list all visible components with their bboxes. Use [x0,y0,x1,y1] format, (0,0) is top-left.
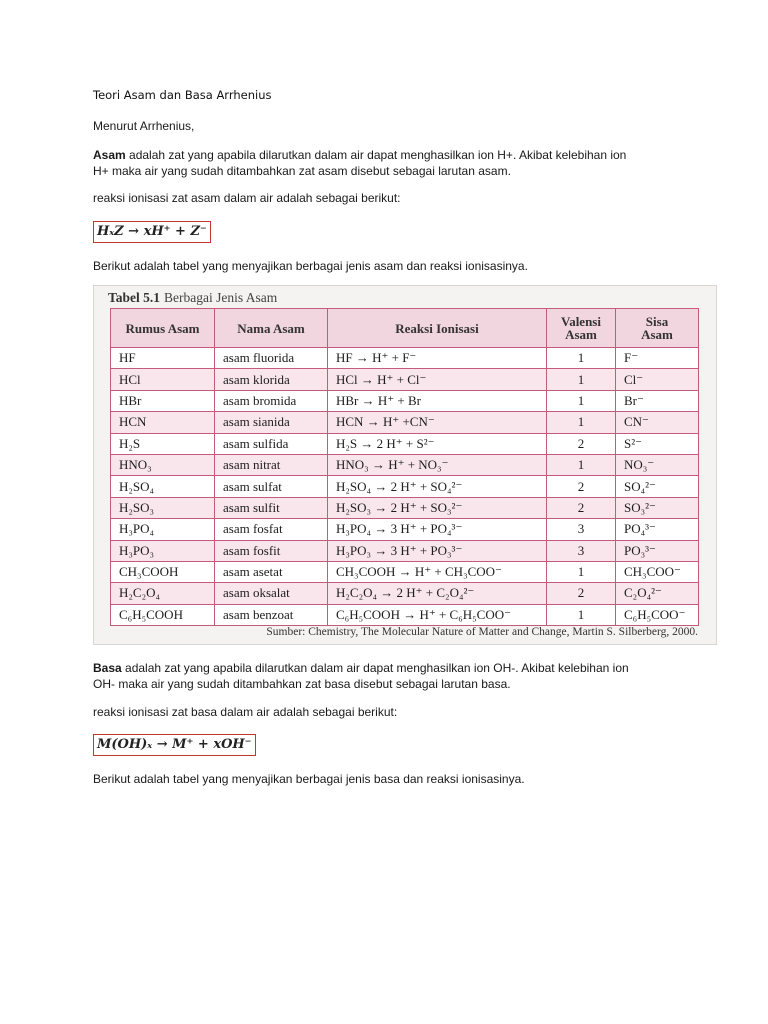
cell-reaksi: H₂C₂O₄ → 2 H⁺ + C₂O₄²⁻ [328,583,547,604]
cell-reaksi: HBr → H⁺ + Br [328,390,547,411]
intro-text: Menurut Arrhenius, [93,119,195,133]
base-definition-line1: adalah zat yang apabila dilarutkan dalam air dapat menghasilkan ion OH-. Akibat kelebihan ion [121,661,629,675]
cell-nama: asam benzoat [215,604,328,625]
cell-sisa: C₂O₄²⁻ [616,583,699,604]
cell-rumus: H₃PO₃ [111,540,215,561]
cell-sisa: SO₄²⁻ [616,476,699,497]
cell-nama: asam bromida [215,390,328,411]
base-term: Basa [93,661,122,675]
table-row [111,519,699,540]
cell-nama: asam fosfat [215,519,328,540]
table-header-row [111,309,699,348]
cell-reaksi: H₂SO₄ → 2 H⁺ + SO₄²⁻ [328,476,547,497]
header-nama-asam: Nama Asam [215,309,328,348]
cell-rumus: HBr [111,390,215,411]
cell-rumus: H₂C₂O₄ [111,583,215,604]
acid-term: Asam [93,148,126,162]
cell-valensi: 1 [547,412,616,433]
acid-definition-line1: adalah zat yang apabila dilarutkan dalam air dapat menghasilkan ion H+. Akibat kelebihan ion [125,148,627,162]
cell-valensi: 2 [547,476,616,497]
cell-reaksi: HCN → H⁺ +CN⁻ [328,412,547,433]
cell-reaksi: H₂S → 2 H⁺ + S²⁻ [328,433,547,454]
cell-rumus: H₃PO₄ [111,519,215,540]
cell-nama: asam oksalat [215,583,328,604]
acid-reaction-intro: reaksi ionisasi zat asam dalam air adalah sebagai berikut: [93,191,401,205]
table-row [111,476,699,497]
cell-nama: asam sulfat [215,476,328,497]
cell-sisa: Br⁻ [616,390,699,411]
cell-valensi: 2 [547,583,616,604]
table-row [111,583,699,604]
acid-table-figure [93,285,717,645]
cell-reaksi: H₂SO₃ → 2 H⁺ + SO₃²⁻ [328,497,547,518]
cell-valensi: 1 [547,604,616,625]
base-formula-text: M(OH)ₓ → M⁺ + xOH⁻ [97,737,252,752]
table-row [111,412,699,433]
cell-reaksi: H₃PO₄ → 3 H⁺ + PO₄³⁻ [328,519,547,540]
cell-nama: asam klorida [215,369,328,390]
base-table-intro: Berikut adalah tabel yang menyajikan berbagai jenis basa dan reaksi ionisasinya. [93,772,525,786]
cell-nama: asam fosfit [215,540,328,561]
cell-rumus: H₂S [111,433,215,454]
cell-reaksi: HNO₃ → H⁺ + NO₃⁻ [328,454,547,475]
cell-nama: asam sulfida [215,433,328,454]
cell-sisa: Cl⁻ [616,369,699,390]
cell-valensi: 1 [547,348,616,369]
table-caption [108,290,277,306]
cell-sisa: NO₃⁻ [616,454,699,475]
cell-rumus: HCl [111,369,215,390]
cell-nama: asam sianida [215,412,328,433]
base-ionization-formula [93,734,256,756]
cell-valensi: 3 [547,540,616,561]
table-row [111,390,699,411]
acid-ionization-formula [93,221,211,243]
header-reaksi-ionisasi: Reaksi Ionisasi [328,309,547,348]
acid-definition-line2: H+ maka air yang sudah ditambahkan zat asam disebut sebagai larutan asam. [93,164,511,178]
cell-reaksi: CH₃COOH → H⁺ + CH₃COO⁻ [328,561,547,582]
acid-table-intro: Berikut adalah tabel yang menyajikan berbagai jenis asam dan reaksi ionisasinya. [93,259,528,273]
cell-reaksi: H₃PO₃ → 3 H⁺ + PO₃³⁻ [328,540,547,561]
acid-definition [93,147,683,179]
cell-valensi: 2 [547,433,616,454]
cell-rumus: C₆H₅COOH [111,604,215,625]
cell-rumus: HF [111,348,215,369]
header-valensi-asam-text: Valensi Asam [561,314,601,342]
table-row [111,369,699,390]
cell-sisa: PO₃³⁻ [616,540,699,561]
cell-valensi: 1 [547,454,616,475]
header-sisa-asam [616,309,699,348]
base-reaction-intro: reaksi ionisasi zat basa dalam air adalah sebagai berikut: [93,705,398,719]
table-row [111,540,699,561]
table-row [111,604,699,625]
table-row [111,561,699,582]
table-caption-number: Tabel 5.1 [108,290,161,305]
cell-nama: asam nitrat [215,454,328,475]
cell-valensi: 1 [547,390,616,411]
acid-table-body [111,348,699,626]
base-definition [93,660,683,692]
base-definition-line2: OH- maka air yang sudah ditambahkan zat basa disebut sebagai larutan basa. [93,677,511,691]
table-row [111,497,699,518]
cell-sisa: F⁻ [616,348,699,369]
cell-sisa: C₆H₅COO⁻ [616,604,699,625]
table-row [111,454,699,475]
table-row [111,348,699,369]
cell-rumus: HNO₃ [111,454,215,475]
table-row [111,433,699,454]
cell-valensi: 1 [547,369,616,390]
cell-nama: asam fluorida [215,348,328,369]
header-valensi-asam [547,309,616,348]
cell-valensi: 3 [547,519,616,540]
cell-valensi: 1 [547,561,616,582]
cell-sisa: SO₃²⁻ [616,497,699,518]
cell-sisa: CH₃COO⁻ [616,561,699,582]
table-source: Sumber: Chemistry, The Molecular Nature of Matter and Change, Martin S. Silberberg, 2000. [266,626,698,638]
cell-sisa: PO₄³⁻ [616,519,699,540]
cell-rumus: CH₃COOH [111,561,215,582]
cell-sisa: S²⁻ [616,433,699,454]
cell-rumus: HCN [111,412,215,433]
header-sisa-asam-text: Sisa Asam [641,314,673,342]
cell-reaksi: C₆H₅COOH → H⁺ + C₆H₅COO⁻ [328,604,547,625]
acid-formula-text: HₓZ → xH⁺ + Z⁻ [97,224,207,239]
cell-rumus: H₂SO₃ [111,497,215,518]
cell-valensi: 2 [547,497,616,518]
acid-table [110,308,699,626]
cell-reaksi: HCl → H⁺ + Cl⁻ [328,369,547,390]
cell-nama: asam asetat [215,561,328,582]
cell-rumus: H₂SO₄ [111,476,215,497]
cell-sisa: CN⁻ [616,412,699,433]
header-rumus-asam: Rumus Asam [111,309,215,348]
table-caption-text: Berbagai Jenis Asam [164,290,278,305]
page-title: Teori Asam dan Basa Arrhenius [93,88,272,102]
cell-nama: asam sulfit [215,497,328,518]
cell-reaksi: HF → H⁺ + F⁻ [328,348,547,369]
